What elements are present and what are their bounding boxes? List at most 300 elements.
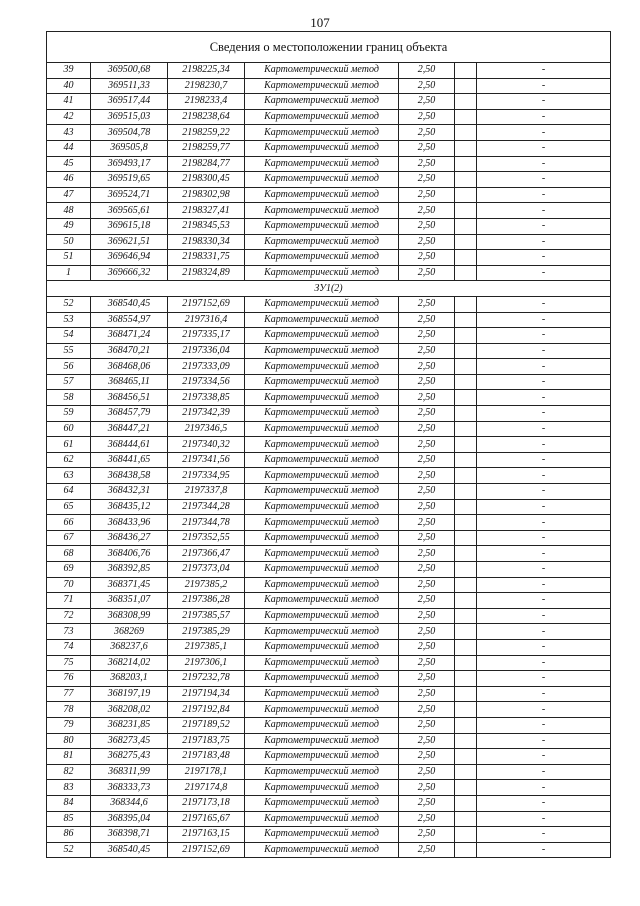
point-number-cell: 43 [47, 125, 91, 141]
table-row [47, 156, 611, 172]
point-number-cell: 42 [47, 109, 91, 125]
table-row [47, 468, 611, 484]
table-row [47, 671, 611, 687]
accuracy-cell: 2,50 [399, 140, 455, 156]
accuracy-cell: 2,50 [399, 328, 455, 344]
coord-x-cell: 368269 [91, 624, 168, 640]
point-number-cell: 46 [47, 172, 91, 188]
empty-cell [455, 749, 477, 765]
method-cell: Картометрический метод [245, 234, 399, 250]
coord-x-cell: 368470,21 [91, 343, 168, 359]
description-cell: - [477, 156, 611, 172]
coord-x-cell: 368333,73 [91, 780, 168, 796]
point-number-cell: 1 [47, 265, 91, 281]
empty-cell [455, 343, 477, 359]
method-cell: Картометрический метод [245, 530, 399, 546]
coord-y-cell: 2197178,1 [168, 764, 245, 780]
accuracy-cell: 2,50 [399, 827, 455, 843]
point-number-cell: 62 [47, 452, 91, 468]
point-number-cell: 47 [47, 187, 91, 203]
coord-x-cell: 368457,79 [91, 406, 168, 422]
section-row [47, 281, 611, 297]
table-row [47, 624, 611, 640]
boundary-coordinates-table [46, 31, 611, 858]
method-cell: Картометрический метод [245, 515, 399, 531]
table-row [47, 452, 611, 468]
coord-x-cell: 368554,97 [91, 312, 168, 328]
coord-y-cell: 2197341,56 [168, 452, 245, 468]
coord-y-cell: 2197366,47 [168, 546, 245, 562]
accuracy-cell: 2,50 [399, 749, 455, 765]
empty-cell [455, 187, 477, 203]
point-number-cell: 83 [47, 780, 91, 796]
coord-y-cell: 2197334,56 [168, 374, 245, 390]
point-number-cell: 71 [47, 593, 91, 609]
point-number-cell: 67 [47, 530, 91, 546]
empty-cell [455, 827, 477, 843]
description-cell: - [477, 343, 611, 359]
coord-y-cell: 2197183,75 [168, 733, 245, 749]
table-row [47, 374, 611, 390]
table-row [47, 109, 611, 125]
table-row [47, 343, 611, 359]
coord-x-cell: 368392,85 [91, 562, 168, 578]
table-row [47, 78, 611, 94]
accuracy-cell: 2,50 [399, 250, 455, 266]
coord-y-cell: 2197165,67 [168, 811, 245, 827]
table-row [47, 702, 611, 718]
description-cell: - [477, 187, 611, 203]
method-cell: Картометрический метод [245, 312, 399, 328]
coord-y-cell: 2197344,78 [168, 515, 245, 531]
coord-y-cell: 2198327,41 [168, 203, 245, 219]
accuracy-cell: 2,50 [399, 780, 455, 796]
accuracy-cell: 2,50 [399, 546, 455, 562]
method-cell: Картометрический метод [245, 717, 399, 733]
coord-y-cell: 2197344,28 [168, 499, 245, 515]
table-row [47, 499, 611, 515]
method-cell: Картометрический метод [245, 484, 399, 500]
accuracy-cell: 2,50 [399, 296, 455, 312]
accuracy-cell: 2,50 [399, 343, 455, 359]
coord-x-cell: 368447,21 [91, 421, 168, 437]
coord-x-cell: 368344,6 [91, 795, 168, 811]
method-cell: Картометрический метод [245, 250, 399, 266]
empty-cell [455, 795, 477, 811]
method-cell: Картометрический метод [245, 437, 399, 453]
point-number-cell: 70 [47, 577, 91, 593]
coord-x-cell: 369646,94 [91, 250, 168, 266]
coord-y-cell: 2197340,32 [168, 437, 245, 453]
table-title: Сведения о местоположении границ объекта [47, 32, 611, 63]
table-row [47, 437, 611, 453]
accuracy-cell: 2,50 [399, 203, 455, 219]
empty-cell [455, 265, 477, 281]
coord-x-cell: 368471,24 [91, 328, 168, 344]
method-cell: Картометрический метод [245, 421, 399, 437]
description-cell: - [477, 827, 611, 843]
description-cell: - [477, 312, 611, 328]
table-row [47, 203, 611, 219]
table-row [47, 484, 611, 500]
accuracy-cell: 2,50 [399, 577, 455, 593]
coord-x-cell: 368275,43 [91, 749, 168, 765]
method-cell: Картометрический метод [245, 187, 399, 203]
description-cell: - [477, 608, 611, 624]
table-row [47, 639, 611, 655]
description-cell: - [477, 421, 611, 437]
coord-x-cell: 368406,76 [91, 546, 168, 562]
table-row [47, 717, 611, 733]
table-row [47, 125, 611, 141]
description-cell: - [477, 296, 611, 312]
table-row [47, 187, 611, 203]
table-row [47, 515, 611, 531]
description-cell: - [477, 733, 611, 749]
empty-cell [455, 484, 477, 500]
coord-y-cell: 2197192,84 [168, 702, 245, 718]
empty-cell [455, 780, 477, 796]
description-cell: - [477, 374, 611, 390]
method-cell: Картометрический метод [245, 390, 399, 406]
point-number-cell: 55 [47, 343, 91, 359]
empty-cell [455, 140, 477, 156]
description-cell: - [477, 562, 611, 578]
accuracy-cell: 2,50 [399, 499, 455, 515]
table-row [47, 842, 611, 858]
description-cell: - [477, 234, 611, 250]
coord-y-cell: 2198330,34 [168, 234, 245, 250]
empty-cell [455, 109, 477, 125]
point-number-cell: 69 [47, 562, 91, 578]
empty-cell [455, 203, 477, 219]
empty-cell [455, 593, 477, 609]
empty-cell [455, 312, 477, 328]
table-row [47, 562, 611, 578]
table-row [47, 140, 611, 156]
table-row [47, 406, 611, 422]
point-number-cell: 79 [47, 717, 91, 733]
table-row [47, 94, 611, 110]
point-number-cell: 77 [47, 686, 91, 702]
point-number-cell: 80 [47, 733, 91, 749]
description-cell: - [477, 452, 611, 468]
accuracy-cell: 2,50 [399, 187, 455, 203]
coord-y-cell: 2198238,64 [168, 109, 245, 125]
method-cell: Картометрический метод [245, 156, 399, 172]
coord-y-cell: 2198284,77 [168, 156, 245, 172]
accuracy-cell: 2,50 [399, 468, 455, 484]
coord-y-cell: 2197173,18 [168, 795, 245, 811]
description-cell: - [477, 125, 611, 141]
method-cell: Картометрический метод [245, 686, 399, 702]
coord-x-cell: 368197,19 [91, 686, 168, 702]
table-row [47, 546, 611, 562]
table-title-row [47, 32, 611, 63]
method-cell: Картометрический метод [245, 639, 399, 655]
point-number-cell: 40 [47, 78, 91, 94]
method-cell: Картометрический метод [245, 78, 399, 94]
description-cell: - [477, 780, 611, 796]
coord-y-cell: 2197174,8 [168, 780, 245, 796]
point-number-cell: 74 [47, 639, 91, 655]
coord-y-cell: 2197338,85 [168, 390, 245, 406]
accuracy-cell: 2,50 [399, 452, 455, 468]
description-cell: - [477, 530, 611, 546]
coord-x-cell: 368371,45 [91, 577, 168, 593]
point-number-cell: 54 [47, 328, 91, 344]
point-number-cell: 52 [47, 296, 91, 312]
coord-y-cell: 2197334,95 [168, 468, 245, 484]
method-cell: Картометрический метод [245, 109, 399, 125]
empty-cell [455, 515, 477, 531]
method-cell: Картометрический метод [245, 203, 399, 219]
coord-y-cell: 2197333,09 [168, 359, 245, 375]
empty-cell [455, 328, 477, 344]
description-cell: - [477, 78, 611, 94]
table-row [47, 827, 611, 843]
coord-y-cell: 2197189,52 [168, 717, 245, 733]
method-cell: Картометрический метод [245, 655, 399, 671]
description-cell: - [477, 265, 611, 281]
coord-x-cell: 368456,51 [91, 390, 168, 406]
empty-cell [455, 421, 477, 437]
empty-cell [455, 842, 477, 858]
method-cell: Картометрический метод [245, 780, 399, 796]
accuracy-cell: 2,50 [399, 655, 455, 671]
empty-cell [455, 250, 477, 266]
table-row [47, 811, 611, 827]
method-cell: Картометрический метод [245, 827, 399, 843]
description-cell: - [477, 702, 611, 718]
coord-y-cell: 2197336,04 [168, 343, 245, 359]
empty-cell [455, 624, 477, 640]
empty-cell [455, 655, 477, 671]
coord-y-cell: 2197232,78 [168, 671, 245, 687]
accuracy-cell: 2,50 [399, 94, 455, 110]
point-number-cell: 86 [47, 827, 91, 843]
coord-x-cell: 369524,71 [91, 187, 168, 203]
coord-x-cell: 368441,65 [91, 452, 168, 468]
table-row [47, 530, 611, 546]
coord-x-cell: 368203,1 [91, 671, 168, 687]
accuracy-cell: 2,50 [399, 530, 455, 546]
coord-y-cell: 2198230,7 [168, 78, 245, 94]
point-number-cell: 72 [47, 608, 91, 624]
description-cell: - [477, 140, 611, 156]
description-cell: - [477, 593, 611, 609]
method-cell: Картометрический метод [245, 328, 399, 344]
coord-y-cell: 2197385,1 [168, 639, 245, 655]
coord-x-cell: 369565,61 [91, 203, 168, 219]
point-number-cell: 64 [47, 484, 91, 500]
coord-x-cell: 368465,11 [91, 374, 168, 390]
accuracy-cell: 2,50 [399, 156, 455, 172]
coord-x-cell: 369519,65 [91, 172, 168, 188]
method-cell: Картометрический метод [245, 671, 399, 687]
empty-cell [455, 218, 477, 234]
coord-y-cell: 2197183,48 [168, 749, 245, 765]
coord-x-cell: 368398,71 [91, 827, 168, 843]
method-cell: Картометрический метод [245, 468, 399, 484]
section-label: ЗУ1(2) [47, 281, 611, 297]
coord-y-cell: 2197152,69 [168, 296, 245, 312]
coord-x-cell: 368435,12 [91, 499, 168, 515]
point-number-cell: 68 [47, 546, 91, 562]
coord-y-cell: 2197352,55 [168, 530, 245, 546]
coord-x-cell: 368444,61 [91, 437, 168, 453]
empty-cell [455, 733, 477, 749]
description-cell: - [477, 577, 611, 593]
method-cell: Картометрический метод [245, 546, 399, 562]
point-number-cell: 39 [47, 63, 91, 79]
description-cell: - [477, 515, 611, 531]
description-cell: - [477, 359, 611, 375]
point-number-cell: 84 [47, 795, 91, 811]
method-cell: Картометрический метод [245, 795, 399, 811]
coord-x-cell: 369515,03 [91, 109, 168, 125]
description-cell: - [477, 655, 611, 671]
coord-y-cell: 2197152,69 [168, 842, 245, 858]
coord-y-cell: 2197385,2 [168, 577, 245, 593]
coord-y-cell: 2198324,89 [168, 265, 245, 281]
table-row [47, 764, 611, 780]
coord-y-cell: 2198331,75 [168, 250, 245, 266]
empty-cell [455, 546, 477, 562]
accuracy-cell: 2,50 [399, 639, 455, 655]
description-cell: - [477, 63, 611, 79]
empty-cell [455, 717, 477, 733]
coord-x-cell: 368540,45 [91, 296, 168, 312]
coord-x-cell: 369511,33 [91, 78, 168, 94]
description-cell: - [477, 842, 611, 858]
coord-x-cell: 368311,99 [91, 764, 168, 780]
description-cell: - [477, 172, 611, 188]
empty-cell [455, 125, 477, 141]
empty-cell [455, 234, 477, 250]
accuracy-cell: 2,50 [399, 406, 455, 422]
accuracy-cell: 2,50 [399, 421, 455, 437]
point-number-cell: 59 [47, 406, 91, 422]
accuracy-cell: 2,50 [399, 390, 455, 406]
description-cell: - [477, 717, 611, 733]
empty-cell [455, 608, 477, 624]
coord-x-cell: 368231,85 [91, 717, 168, 733]
empty-cell [455, 437, 477, 453]
coord-y-cell: 2198302,98 [168, 187, 245, 203]
coord-y-cell: 2197306,1 [168, 655, 245, 671]
coord-y-cell: 2197342,39 [168, 406, 245, 422]
description-cell: - [477, 811, 611, 827]
point-number-cell: 66 [47, 515, 91, 531]
empty-cell [455, 172, 477, 188]
point-number-cell: 82 [47, 764, 91, 780]
point-number-cell: 85 [47, 811, 91, 827]
coord-y-cell: 2198300,45 [168, 172, 245, 188]
coord-x-cell: 368432,31 [91, 484, 168, 500]
point-number-cell: 58 [47, 390, 91, 406]
method-cell: Картометрический метод [245, 406, 399, 422]
accuracy-cell: 2,50 [399, 842, 455, 858]
method-cell: Картометрический метод [245, 63, 399, 79]
accuracy-cell: 2,50 [399, 608, 455, 624]
method-cell: Картометрический метод [245, 562, 399, 578]
method-cell: Картометрический метод [245, 359, 399, 375]
description-cell: - [477, 437, 611, 453]
coord-y-cell: 2198233,4 [168, 94, 245, 110]
point-number-cell: 78 [47, 702, 91, 718]
accuracy-cell: 2,50 [399, 437, 455, 453]
method-cell: Картометрический метод [245, 764, 399, 780]
accuracy-cell: 2,50 [399, 593, 455, 609]
description-cell: - [477, 795, 611, 811]
empty-cell [455, 686, 477, 702]
coord-y-cell: 2197194,34 [168, 686, 245, 702]
description-cell: - [477, 499, 611, 515]
table-row [47, 795, 611, 811]
description-cell: - [477, 406, 611, 422]
accuracy-cell: 2,50 [399, 686, 455, 702]
coord-x-cell: 368540,45 [91, 842, 168, 858]
description-cell: - [477, 546, 611, 562]
accuracy-cell: 2,50 [399, 172, 455, 188]
method-cell: Картометрический метод [245, 218, 399, 234]
table-row [47, 234, 611, 250]
accuracy-cell: 2,50 [399, 811, 455, 827]
method-cell: Картометрический метод [245, 172, 399, 188]
table-row [47, 686, 611, 702]
table-row [47, 218, 611, 234]
coord-y-cell: 2197386,28 [168, 593, 245, 609]
coord-x-cell: 368433,96 [91, 515, 168, 531]
point-number-cell: 57 [47, 374, 91, 390]
point-number-cell: 49 [47, 218, 91, 234]
coord-y-cell: 2197385,29 [168, 624, 245, 640]
table-row [47, 328, 611, 344]
empty-cell [455, 78, 477, 94]
accuracy-cell: 2,50 [399, 359, 455, 375]
empty-cell [455, 468, 477, 484]
accuracy-cell: 2,50 [399, 717, 455, 733]
point-number-cell: 75 [47, 655, 91, 671]
point-number-cell: 60 [47, 421, 91, 437]
accuracy-cell: 2,50 [399, 109, 455, 125]
method-cell: Картометрический метод [245, 608, 399, 624]
method-cell: Картометрический метод [245, 94, 399, 110]
table-row [47, 577, 611, 593]
method-cell: Картометрический метод [245, 749, 399, 765]
accuracy-cell: 2,50 [399, 374, 455, 390]
method-cell: Картометрический метод [245, 452, 399, 468]
table-row [47, 265, 611, 281]
accuracy-cell: 2,50 [399, 218, 455, 234]
coord-y-cell: 2197335,17 [168, 328, 245, 344]
coord-y-cell: 2197373,04 [168, 562, 245, 578]
description-cell: - [477, 671, 611, 687]
point-number-cell: 50 [47, 234, 91, 250]
method-cell: Картометрический метод [245, 125, 399, 141]
empty-cell [455, 499, 477, 515]
method-cell: Картометрический метод [245, 265, 399, 281]
coord-x-cell: 369517,44 [91, 94, 168, 110]
coord-y-cell: 2197337,8 [168, 484, 245, 500]
coord-y-cell: 2198259,77 [168, 140, 245, 156]
table-row [47, 250, 611, 266]
description-cell: - [477, 109, 611, 125]
point-number-cell: 44 [47, 140, 91, 156]
method-cell: Картометрический метод [245, 811, 399, 827]
point-number-cell: 48 [47, 203, 91, 219]
